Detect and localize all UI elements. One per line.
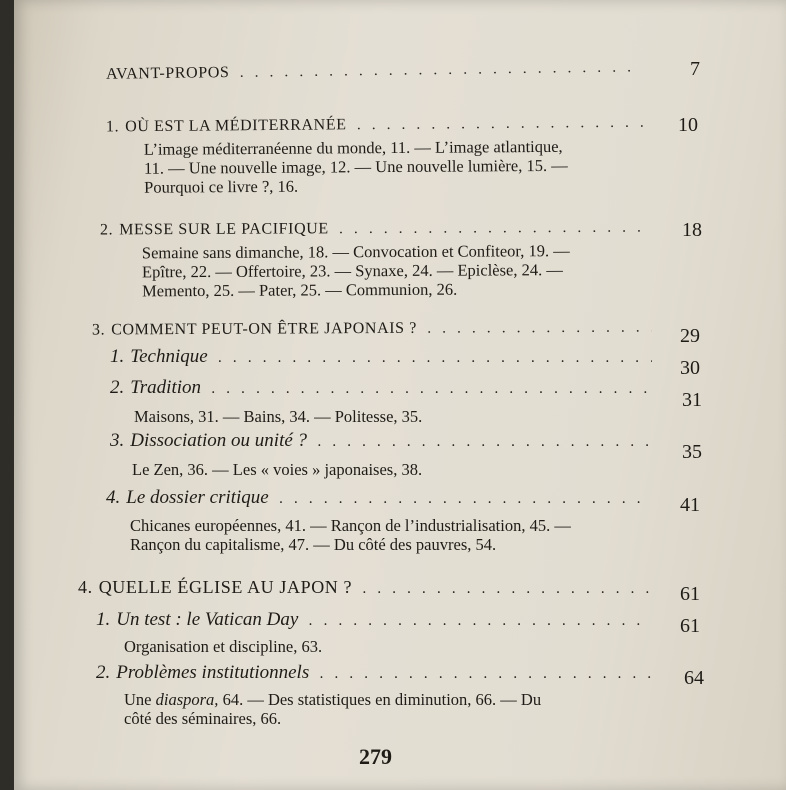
toc-subentry-technique [110, 346, 662, 368]
desc-line: Epître, 22. — Offertoire, 23. — Synaxe, 24. — Epiclèse, 24. — [141, 260, 563, 282]
entry-title: Un test : le Vatican Day [116, 609, 299, 630]
entry-page: 41 [680, 494, 700, 516]
entry-title: COMMENT PEUT-ON ÊTRE JAPONAIS ? [111, 319, 417, 339]
entry-number: 1. [105, 118, 120, 136]
dot-leader [279, 491, 652, 507]
entry-description [144, 136, 644, 196]
entry-title: Tradition [130, 377, 201, 398]
desc-line: côté des séminaires, 66. [124, 709, 282, 728]
entry-title: AVANT-PROPOS [105, 64, 230, 83]
desc-line: Chicanes européennes, 41. — Rançon de l’industrialisation, 45. — [130, 516, 571, 535]
dot-leader [218, 350, 652, 366]
desc-line: Maisons, 31. — Bains, 34. — Politesse, 35. [134, 407, 423, 426]
toc-subentry-dissociation [110, 430, 662, 452]
entry-page: 10 [678, 114, 698, 136]
dot-leader [427, 320, 652, 337]
entry-page: 64 [684, 667, 704, 689]
entry-title: Technique [130, 346, 208, 367]
entry-number: 4. [78, 577, 93, 597]
desc-italic-text: diaspora, [155, 690, 219, 709]
toc-entry-avant-propos [106, 58, 646, 84]
dot-leader [317, 434, 652, 450]
dot-leader [308, 613, 652, 629]
desc-line: Memento, 25. — Pater, 25. — Communion, 26. [142, 279, 458, 301]
entry-title: Dissociation ou unité ? [130, 430, 308, 451]
entry-page: 30 [680, 357, 700, 379]
entry-description [134, 407, 644, 426]
entry-title: QUELLE ÉGLISE AU JAPON ? [98, 577, 353, 597]
toc-subentry-vatican-day [96, 609, 662, 631]
entry-title: OÙ EST LA MÉDITERRANÉE [125, 116, 347, 136]
entry-description [124, 690, 649, 728]
entry-number: 1. [110, 346, 125, 367]
toc-entry-ch4 [78, 577, 660, 598]
toc-subentry-tradition [110, 377, 662, 399]
entry-number: 1. [96, 609, 111, 630]
desc-line: 11. — Une nouvelle image, 12. — Une nouvelle lumière, 15. — [143, 155, 568, 178]
dot-leader [356, 115, 651, 134]
dot-leader [239, 59, 636, 81]
page-number: 279 [359, 744, 392, 769]
toc-entry-ch2 [100, 219, 660, 240]
entry-title: Le dossier critique [126, 487, 269, 508]
entry-page: 61 [680, 615, 700, 637]
desc-line: Pourquoi ce livre ?, 16. [144, 176, 299, 197]
entry-page: 7 [690, 58, 700, 80]
desc-line: Rançon du capitalisme, 47. — Du côté des pauvres, 54. [130, 535, 497, 554]
desc-line: L’image méditerranéenne du monde, 11. — L’image atlantique, [143, 136, 563, 159]
entry-number: 2. [110, 377, 125, 398]
desc-line: Le Zen, 36. — Les « voies » japonaises, 38. [132, 460, 423, 479]
desc-text: 64. — Des statistiques en diminution, 66. — Du [218, 690, 542, 709]
entry-page: 29 [680, 325, 700, 347]
toc-entry-ch3 [92, 319, 662, 340]
entry-title: MESSE SUR LE PACIFIQUE [119, 220, 329, 239]
dot-leader [211, 381, 652, 397]
book-page [14, 0, 786, 790]
entry-number: 3. [91, 321, 106, 339]
desc-line: Semaine sans dimanche, 18. — Convocation et Confiteor, 19. — [141, 241, 570, 263]
entry-number: 2. [96, 662, 111, 683]
dot-leader [362, 581, 650, 597]
desc-line [124, 690, 649, 709]
toc-entry-ch1 [106, 114, 661, 137]
toc-subentry-dossier [106, 487, 662, 509]
desc-line: Organisation et discipline, 63. [124, 637, 323, 656]
toc-subentry-problemes [96, 662, 662, 684]
entry-description [124, 637, 644, 656]
desc-text: Une [124, 690, 156, 709]
dot-leader [319, 666, 652, 682]
entry-page: 31 [682, 389, 702, 411]
entry-number: 3. [110, 430, 125, 451]
entry-description [130, 516, 645, 554]
entry-number: 4. [106, 487, 121, 508]
dot-leader [339, 220, 650, 238]
entry-page: 18 [682, 219, 702, 241]
entry-description [132, 460, 642, 479]
entry-title: Problèmes institutionnels [116, 662, 310, 683]
entry-page: 61 [680, 583, 700, 605]
entry-number: 2. [99, 221, 114, 239]
entry-page: 35 [682, 441, 702, 463]
entry-description [142, 241, 647, 301]
